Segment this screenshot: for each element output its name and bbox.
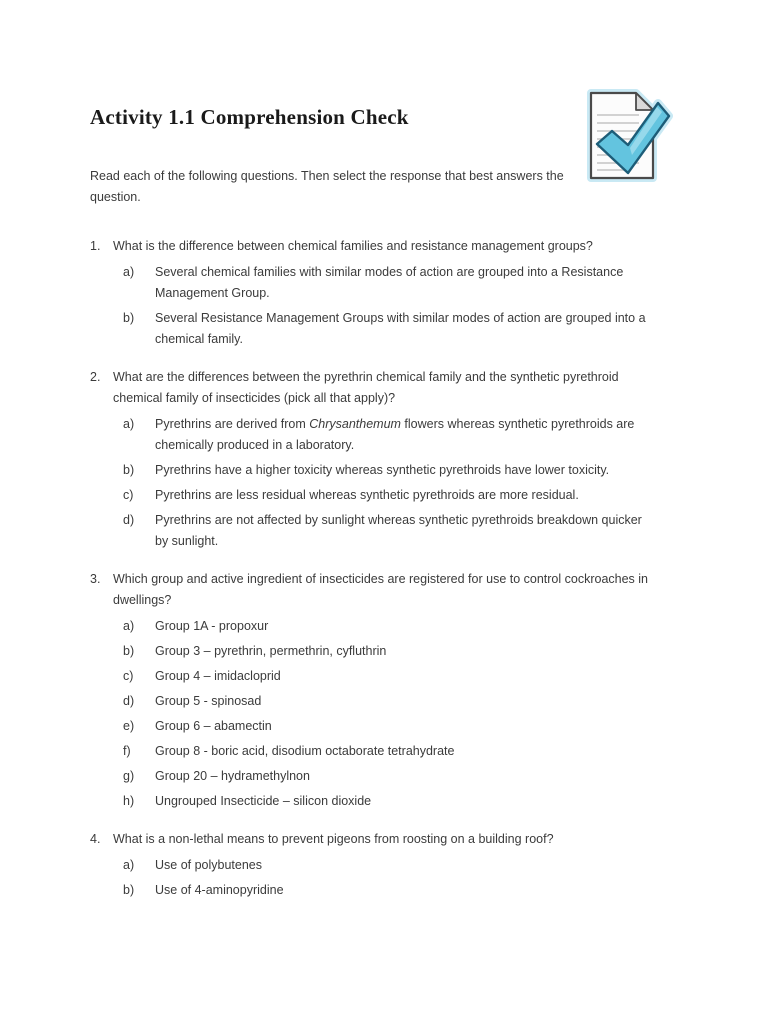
option-text: Pyrethrins are not affected by sunlight whereas synthetic pyrethroids breakdown quicker by sunlight. (155, 513, 642, 548)
paper-fold (636, 93, 653, 110)
question-3 (90, 569, 678, 812)
option-3b (123, 641, 678, 662)
option-text: Group 1A - propoxur (155, 619, 269, 633)
option-3f (123, 741, 678, 762)
question-stem (90, 829, 678, 850)
question-stem (90, 569, 678, 611)
option-letter: b) (123, 463, 135, 477)
option-letter: a) (123, 417, 135, 431)
option-text: Pyrethrins are derived from Chrysanthemum flowers whereas synthetic pyrethroids are chemically produced in a laboratory. (155, 417, 635, 452)
option-letter: d) (123, 513, 135, 527)
option-1a (123, 262, 678, 304)
question-4-options (90, 855, 678, 901)
option-letter: e) (123, 719, 135, 733)
option-letter: g) (123, 769, 135, 783)
question-number: 2. (90, 370, 101, 384)
question-text: What are the differences between the pyrethrin chemical family and the synthetic pyrethroid chemical family of insecticides (pick all that apply)? (113, 370, 619, 405)
document-check-icon-svg (583, 88, 673, 183)
option-3c (123, 666, 678, 687)
option-2b (123, 460, 678, 481)
option-text: Use of polybutenes (155, 858, 263, 872)
option-text: Group 6 – abamectin (155, 719, 272, 733)
option-4a (123, 855, 678, 876)
option-letter: a) (123, 858, 135, 872)
option-3g (123, 766, 678, 787)
option-2c (123, 485, 678, 506)
option-text: Group 4 – imidacloprid (155, 669, 281, 683)
option-3e (123, 716, 678, 737)
option-text: Pyrethrins are less residual whereas synthetic pyrethroids are more residual. (155, 488, 579, 502)
italic-term: Chrysanthemum (309, 417, 401, 431)
question-number: 1. (90, 239, 101, 253)
option-text: Group 3 – pyrethrin, permethrin, cyfluthrin (155, 644, 387, 658)
question-stem (90, 236, 678, 257)
option-2a (123, 414, 678, 456)
question-text: What is a non-lethal means to prevent pigeons from roosting on a building roof? (113, 832, 554, 846)
option-text: Several Resistance Management Groups with similar modes of action are grouped into a chemical family. (155, 311, 646, 346)
question-number: 4. (90, 832, 101, 846)
option-text: Pyrethrins have a higher toxicity whereas synthetic pyrethroids have lower toxicity. (155, 463, 610, 477)
question-2 (90, 367, 678, 552)
option-text: Group 8 - boric acid, disodium octaborate tetrahydrate (155, 744, 455, 758)
question-stem (90, 367, 678, 409)
page-title: Activity 1.1 Comprehension Check (90, 105, 409, 129)
option-text: Ungrouped Insecticide – silicon dioxide (155, 794, 372, 808)
option-letter: a) (123, 619, 135, 633)
option-3h (123, 791, 678, 812)
question-text: Which group and active ingredient of insecticides are registered for use to control cockroaches in dwellings? (113, 572, 649, 607)
option-1b (123, 308, 678, 350)
question-text: What is the difference between chemical families and resistance management groups? (113, 239, 593, 253)
option-3d (123, 691, 678, 712)
option-letter: b) (123, 644, 135, 658)
option-letter: d) (123, 694, 135, 708)
question-4 (90, 829, 678, 901)
intro-line: question. (90, 190, 141, 204)
option-3a (123, 616, 678, 637)
option-letter: c) (123, 488, 134, 502)
question-3-options (90, 616, 678, 812)
question-2-options (90, 414, 678, 552)
option-4b (123, 880, 678, 901)
option-letter: b) (123, 311, 135, 325)
option-letter: h) (123, 794, 135, 808)
option-text: Group 5 - spinosad (155, 694, 262, 708)
document-check-icon (583, 88, 673, 183)
option-letter: b) (123, 883, 135, 897)
intro-line: Read each of the following questions. Then select the response that best answers the (90, 169, 564, 183)
option-text: Group 20 – hydramethylnon (155, 769, 310, 783)
question-1 (90, 236, 678, 350)
question-number: 3. (90, 572, 101, 586)
question-1-options (90, 262, 678, 350)
option-text: Use of 4-aminopyridine (155, 883, 284, 897)
option-2d (123, 510, 678, 552)
option-letter: a) (123, 265, 135, 279)
option-letter: c) (123, 669, 134, 683)
option-letter: f) (123, 744, 131, 758)
option-text: Several chemical families with similar modes of action are grouped into a Resistance Management Group. (155, 265, 624, 300)
